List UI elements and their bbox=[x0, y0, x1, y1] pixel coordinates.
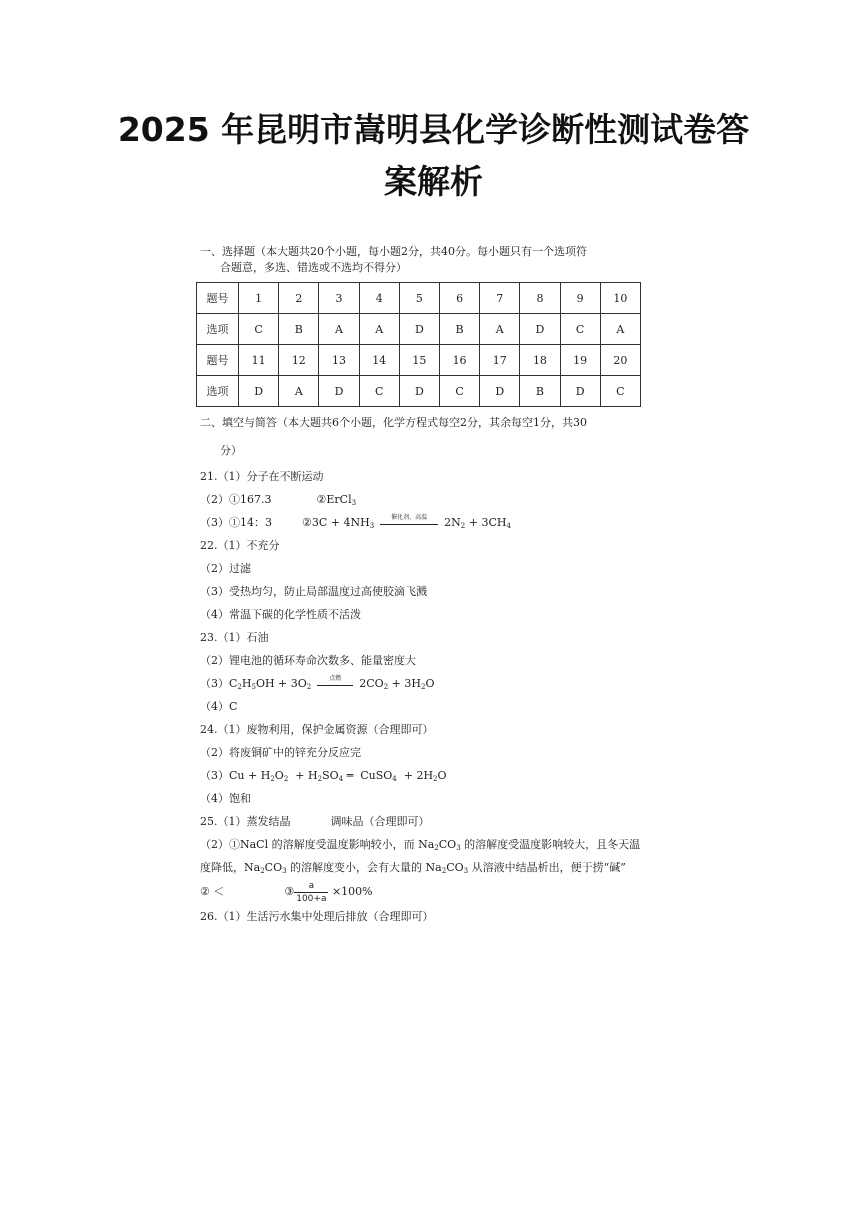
title-line-2: 案解析 bbox=[384, 162, 483, 201]
q24-eq-sub: 4 bbox=[392, 775, 397, 783]
answer-table-cell: D bbox=[520, 314, 560, 345]
q21-reaction-condition: 催化剂、高温 bbox=[391, 514, 428, 521]
q21-product-sub-2: 4 bbox=[506, 522, 511, 530]
q23-eq-part: H bbox=[241, 677, 252, 690]
answer-table-row-header: 选项 bbox=[197, 376, 239, 407]
answer-table-cell: 18 bbox=[520, 345, 560, 376]
answer-table-cell: A bbox=[319, 314, 359, 345]
answer-table-cell: C bbox=[239, 314, 279, 345]
answer-table-cell: C bbox=[600, 376, 640, 407]
q22-line-4: （4）常温下碳的化学性质不活泼 bbox=[200, 608, 361, 621]
section-2-heading-line-2: 分） bbox=[220, 444, 242, 457]
q24-eq-sub: 4 bbox=[338, 775, 344, 783]
q25-para-part: 的溶解度变小，会有大量的 Na bbox=[286, 861, 442, 874]
answer-table-cell: 15 bbox=[399, 345, 439, 376]
answer-table-cell: 5 bbox=[399, 283, 439, 314]
q21-equation-product-2: + 3CH bbox=[465, 516, 507, 529]
q21-answer-2-1: （2）①167.3 bbox=[200, 493, 272, 506]
q23-line-3 bbox=[200, 672, 645, 695]
section-2-heading bbox=[200, 413, 645, 461]
answer-table-row bbox=[197, 345, 641, 376]
q24-eq-sub: 2 bbox=[283, 775, 289, 783]
answer-table-cell: 9 bbox=[560, 283, 600, 314]
q25-line-1 bbox=[200, 810, 645, 833]
section-2-heading-line-1: 二、填空与简答（本大题共6个小题，化学方程式每空2分，其余每空1分，共30 bbox=[200, 416, 587, 429]
q23-line-2: （2）锂电池的循环寿命次数多、能量密度大 bbox=[200, 654, 416, 667]
q21-equation-product-1: 2N bbox=[444, 516, 461, 529]
q23-eq-sub: 2 bbox=[237, 683, 242, 691]
q23-reaction-arrow bbox=[317, 675, 353, 689]
section-1-heading bbox=[200, 244, 645, 276]
q24-eq-sub: 2 bbox=[433, 775, 438, 783]
q21-line-1: 21.（1）分子在不断运动 bbox=[200, 470, 324, 483]
q21-product-sub-1: 2 bbox=[460, 522, 466, 530]
q25-answer-2: ② ＜ bbox=[200, 885, 225, 898]
q25-answer-1-1: 25.（1）蒸发结晶 bbox=[200, 815, 291, 828]
q25-para-part: CO bbox=[446, 861, 464, 874]
section-1-heading-line-2: 合题意，多选、错选或不选均不得分） bbox=[220, 261, 407, 274]
answer-table-cell: D bbox=[399, 376, 439, 407]
q25-para-sub: 2 bbox=[441, 867, 447, 875]
answer-table-row-header: 题号 bbox=[197, 283, 239, 314]
answer-table-cell: D bbox=[239, 376, 279, 407]
answer-table-row-header: 选项 bbox=[197, 314, 239, 345]
q24-eq-part: O bbox=[437, 769, 447, 782]
q23-eq-sub: 2 bbox=[383, 683, 389, 691]
answer-table-cell: D bbox=[319, 376, 359, 407]
q23-eq-part: 2CO bbox=[359, 677, 384, 690]
q25-para-sub: 2 bbox=[434, 844, 439, 852]
answer-table-cell: 4 bbox=[359, 283, 399, 314]
q22-line-2: （2）过滤 bbox=[200, 562, 251, 575]
q21-line-3 bbox=[200, 511, 645, 534]
q23-eq-part: O bbox=[425, 677, 435, 690]
answer-table-row-header: 题号 bbox=[197, 345, 239, 376]
q23-eq-sub: 5 bbox=[251, 683, 256, 691]
q24-eq-part: （3）Cu + H bbox=[200, 769, 271, 782]
q23-line-4: （4）C bbox=[200, 700, 238, 713]
answer-table-cell: 7 bbox=[480, 283, 520, 314]
q23-reaction-condition: 点燃 bbox=[329, 675, 342, 682]
answer-table bbox=[196, 282, 641, 407]
answer-table-cell: A bbox=[480, 314, 520, 345]
section-1-heading-line-1: 一、选择题（本大题共20个小题，每小题2分，共40分。每小题只有一个选项符 bbox=[200, 245, 587, 258]
answer-table-cell: 17 bbox=[480, 345, 520, 376]
answer-table-cell: 12 bbox=[279, 345, 319, 376]
q25-para-part: 从溶液中结晶析出，便于捞“碱” bbox=[468, 861, 626, 874]
q24-line-3 bbox=[200, 764, 645, 787]
answer-table-cell: 8 bbox=[520, 283, 560, 314]
q24-eq-sub: 2 bbox=[317, 775, 323, 783]
q25-line-3 bbox=[200, 879, 645, 905]
q23-eq-sub: 2 bbox=[306, 683, 312, 691]
q23-line-1: 23.（1）石油 bbox=[200, 631, 269, 644]
q21-equation-reactants: ②3C + 4NH bbox=[302, 516, 370, 529]
answer-table-row bbox=[197, 314, 641, 345]
q25-para-sub: 2 bbox=[260, 867, 265, 875]
q24-eq-part: + H bbox=[288, 769, 318, 782]
q21-answer-3-1: （3）①14：3 bbox=[200, 516, 272, 529]
answer-table-cell: 2 bbox=[279, 283, 319, 314]
q23-eq-part: （3）C bbox=[200, 677, 238, 690]
q25-fraction-denominator: 100+a bbox=[296, 893, 327, 904]
q25-paragraph-2 bbox=[200, 833, 645, 879]
answer-table-cell: B bbox=[439, 314, 479, 345]
answer-table-cell: 3 bbox=[319, 283, 359, 314]
q25-para-sub: 3 bbox=[463, 867, 469, 875]
q24-line-2: （2）将废铜矿中的锌充分反应完 bbox=[200, 746, 361, 759]
answer-table-cell: 1 bbox=[239, 283, 279, 314]
answer-table-cell: 11 bbox=[239, 345, 279, 376]
q24-line-1: 24.（1）废物利用，保护金属资源（合理即可） bbox=[200, 723, 434, 736]
q21-reaction-arrow bbox=[380, 514, 438, 528]
q25-answer-3-label: ③ bbox=[284, 885, 295, 898]
answer-table-cell: A bbox=[359, 314, 399, 345]
q26-line-1: 26.（1）生活污水集中处理后排放（合理即可） bbox=[200, 910, 434, 923]
answer-table-cell: 14 bbox=[359, 345, 399, 376]
q25-para-sub: 3 bbox=[456, 844, 461, 852]
title-line-1: 2025 年昆明市嵩明县化学诊断性测试卷答 bbox=[117, 110, 750, 149]
q25-fraction-numerator: a bbox=[294, 881, 328, 893]
answer-table-cell: 10 bbox=[600, 283, 640, 314]
q22-line-1: 22.（1）不充分 bbox=[200, 539, 280, 552]
q24-eq-part: SO bbox=[322, 769, 339, 782]
answer-table-cell: 6 bbox=[439, 283, 479, 314]
answer-table-cell: 20 bbox=[600, 345, 640, 376]
q23-eq-sub: 2 bbox=[420, 683, 426, 691]
page-title bbox=[60, 104, 807, 208]
q24-eq-part: O bbox=[274, 769, 284, 782]
answer-table-cell: 16 bbox=[439, 345, 479, 376]
answer-content bbox=[200, 244, 645, 928]
answer-table-cell: C bbox=[439, 376, 479, 407]
q24-line-4: （4）饱和 bbox=[200, 792, 251, 805]
answer-table-cell: A bbox=[600, 314, 640, 345]
q21-line-2 bbox=[200, 488, 645, 511]
q21-answer-2-2: ②ErCl bbox=[316, 493, 352, 506]
answer-table-cell: C bbox=[359, 376, 399, 407]
q24-eq-part: + 2H bbox=[396, 769, 434, 782]
answer-table-row bbox=[197, 283, 641, 314]
q21-equation-sub: 3 bbox=[369, 522, 375, 530]
q25-para-part: CO bbox=[438, 838, 457, 851]
q25-percent: ×100% bbox=[331, 885, 373, 898]
q22-line-3: （3）受热均匀，防止局部温度过高使胶滴飞溅 bbox=[200, 585, 427, 598]
q23-eq-part: OH + 3O bbox=[255, 677, 307, 690]
answer-table-cell: D bbox=[399, 314, 439, 345]
q24-eq-part: ═ CuSO bbox=[343, 769, 393, 782]
answer-table-cell: C bbox=[560, 314, 600, 345]
answer-table-cell: B bbox=[279, 314, 319, 345]
answer-table-cell: D bbox=[480, 376, 520, 407]
q24-eq-sub: 2 bbox=[270, 775, 275, 783]
answer-table-cell: B bbox=[520, 376, 560, 407]
q25-para-part: CO bbox=[264, 861, 283, 874]
answer-table-row bbox=[197, 376, 641, 407]
q25-fraction bbox=[294, 881, 328, 904]
q25-para-sub: 3 bbox=[282, 867, 287, 875]
answer-table-cell: 19 bbox=[560, 345, 600, 376]
q21-answer-2-2-subscript: 3 bbox=[351, 499, 357, 507]
answer-table-cell: 13 bbox=[319, 345, 359, 376]
answer-table-cell: D bbox=[560, 376, 600, 407]
q25-para-part: （2）①NaCl 的溶解度受温度影响较小，而 Na bbox=[200, 838, 435, 851]
q23-eq-part: + 3H bbox=[388, 677, 421, 690]
q25-para-part: 的溶解度受温度影响较大，且冬天温度降低，Na bbox=[200, 838, 641, 874]
q25-answer-1-2: 调味品（合理即可） bbox=[330, 815, 430, 828]
answer-table-cell: A bbox=[279, 376, 319, 407]
